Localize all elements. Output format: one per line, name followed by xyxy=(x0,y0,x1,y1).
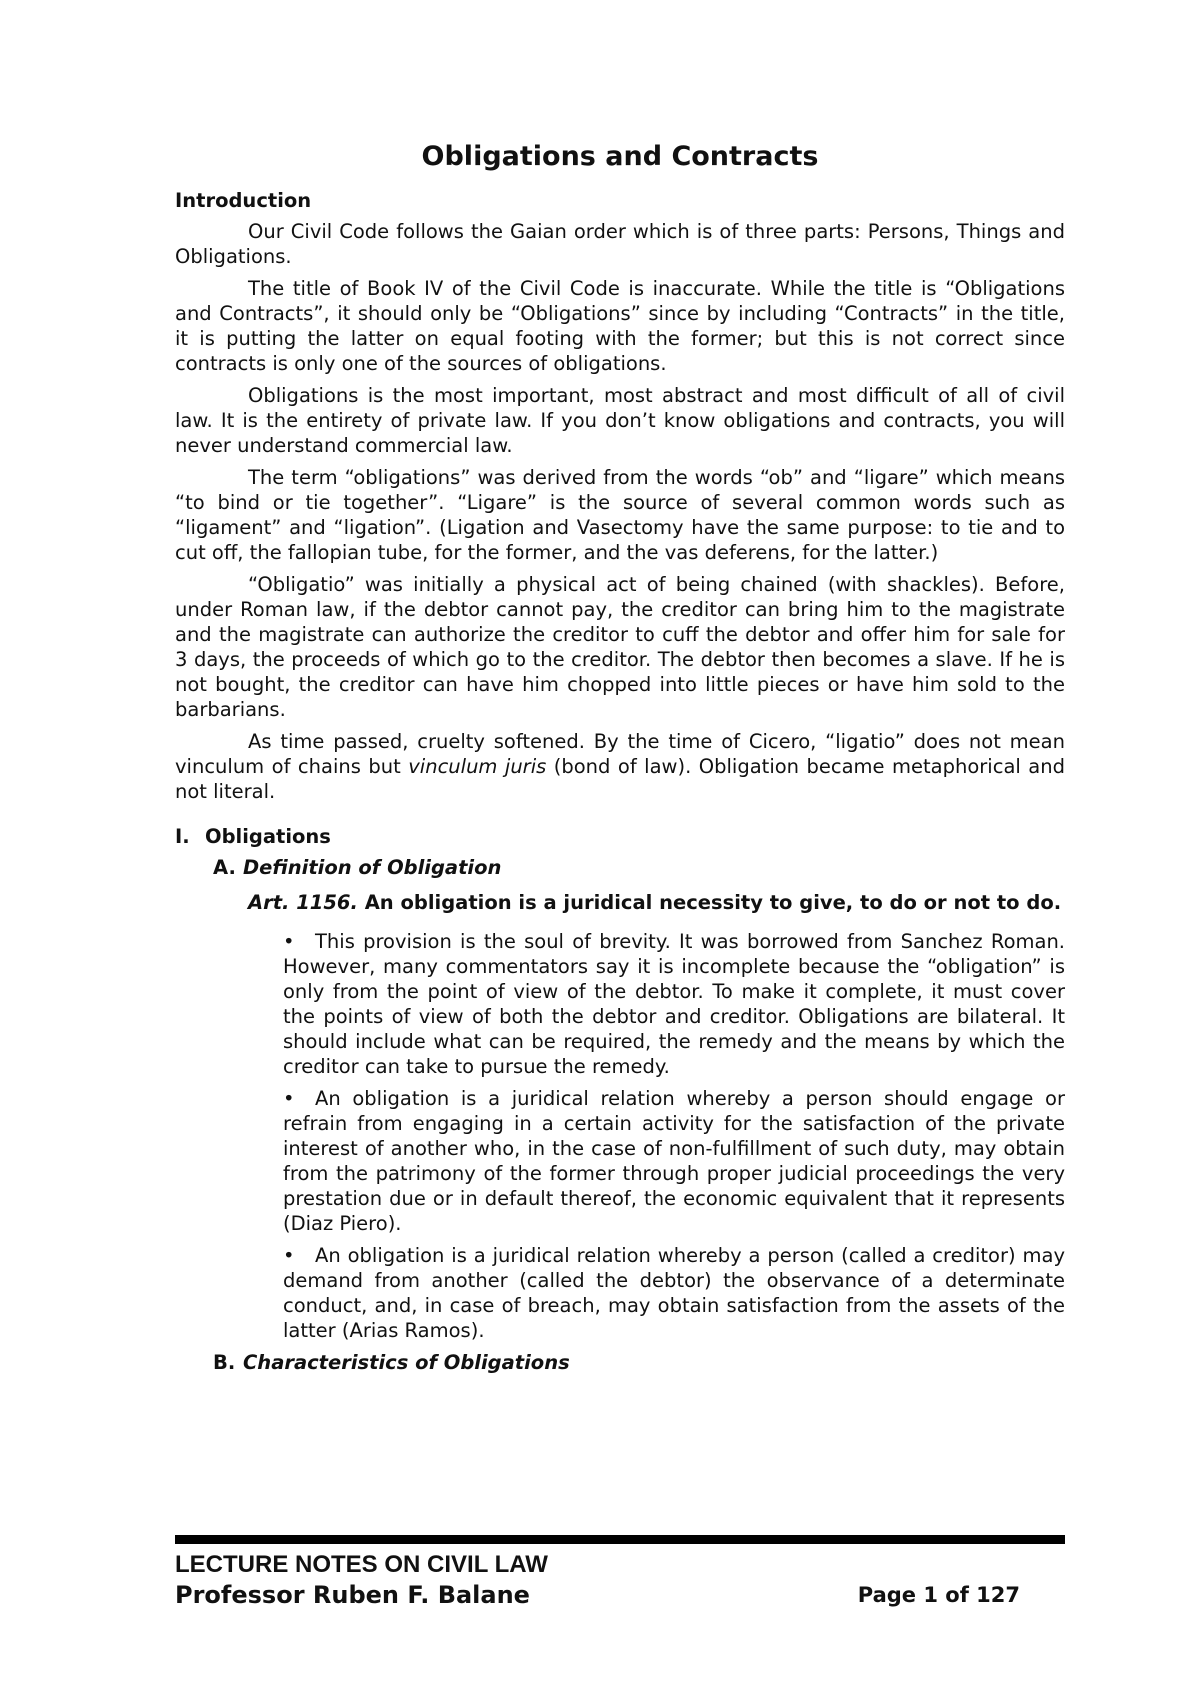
bullet-icon: • xyxy=(283,930,295,953)
intro-paragraph-6-part1: As time passed, cruelty softened. By the time of Cicero, “ligatio” does not mean vinculum of chains but xyxy=(175,730,1065,778)
footer-author: Professor Ruben F. Balane xyxy=(175,1581,530,1609)
page-number: Page 1 of 127 xyxy=(857,1583,1020,1607)
intro-paragraph-3: Obligations is the most important, most abstract and most difficult of all of civil law. It is the entirety of private law. If you don’t know obligations and contracts, you will never understand commercial law. xyxy=(175,384,1065,457)
list-item xyxy=(283,1086,1065,1236)
intro-paragraph-6-part2: (bond of law). Obligation became metaphorical and not literal. xyxy=(175,755,1065,803)
intro-paragraph-5: “Obligatio” was initially a physical act of being chained (with shackles). Before, under Roman law, if the debtor cannot pay, the creditor can bring him to the magistrate and the magistrate can authorize the creditor to cuff the debtor and offer him for sale for 3 days, the proceeds of which go to the creditor. The debtor then becomes a slave. If he is not bought, the creditor can have him chopped into little pieces or have him sold to the barbarians. xyxy=(175,573,1065,721)
bullet-text: This provision is the soul of brevity. It was borrowed from Sanchez Roman. However, many commentators say it is incomplete because the “obligation” is only from the point of view of the debtor. To make it complete, it must cover the points of view of both the debtor and creditor. Obligations are bilateral. It should include what can be required, the remedy and the means by which the creditor can take to pursue the remedy. xyxy=(283,930,1065,1078)
section-i-title: Obligations xyxy=(205,825,331,848)
section-a-title: Definition of Obligation xyxy=(243,856,502,879)
bullet-text: An obligation is a juridical relation whereby a person (called a creditor) may demand from another (called the debtor) the observance of a determinate conduct, and, in case of breach, may obtain satisfaction from the assets of the latter (Arias Ramos). xyxy=(283,1244,1065,1342)
list-item xyxy=(283,929,1065,1079)
intro-paragraph-1: Our Civil Code follows the Gaian order which is of three parts: Persons, Things and Obligations. xyxy=(175,220,1065,268)
section-b-title: Characteristics of Obligations xyxy=(243,1351,570,1374)
article-number: Art. 1156. xyxy=(248,891,358,914)
footer-rule xyxy=(175,1535,1065,1544)
article-1156 xyxy=(175,890,1065,915)
section-a-label: A. xyxy=(213,856,236,879)
intro-paragraph-6 xyxy=(175,729,1065,804)
bullet-text: An obligation is a juridical relation whereby a person should engage or refrain from engaging in a certain activity for the satisfaction of the private interest of another who, in the case of non-fulfillment of such duty, may obtain from the patrimony of the former through proper judicial proceedings the very prestation due or in default thereof, the economic equivalent that it represents (Diaz Piero). xyxy=(283,1087,1065,1235)
bullet-icon: • xyxy=(283,1244,295,1267)
document-body xyxy=(175,140,1065,1381)
list-item xyxy=(283,1243,1065,1343)
section-i-heading xyxy=(175,824,1065,849)
section-a-heading xyxy=(213,855,1065,880)
footer-title: LECTURE NOTES ON CIVIL LAW xyxy=(175,1551,548,1578)
document-title: Obligations and Contracts xyxy=(421,141,819,172)
section-i-label: I. xyxy=(175,825,190,848)
footer-row xyxy=(175,1580,1065,1610)
page-footer xyxy=(175,1535,1065,1610)
intro-paragraph-2: The title of Book IV of the Civil Code is inaccurate. While the title is “Obligations and Contracts”, it should only be “Obligations” since by including “Contracts” in the title, it is putting the latter on equal footing with the former; but this is not correct since contracts is only one of the sources of obligations. xyxy=(175,277,1065,375)
vinculum-juris-italic: vinculum juris xyxy=(408,755,547,778)
intro-heading: Introduction xyxy=(175,189,312,212)
section-b-label: B. xyxy=(213,1351,236,1374)
intro-paragraph-4: The term “obligations” was derived from the words “ob” and “ligare” which means “to bind or tie together”. “Ligare” is the source of several common words such as “ligament” and “ligation”. (Ligation and Vasectomy have the same purpose: to tie and to cut off, the fallopian tube, for the former, and the vas deferens, for the latter.) xyxy=(175,466,1065,564)
bullet-icon: • xyxy=(283,1087,295,1110)
definition-bullet-list xyxy=(283,929,1065,1343)
article-text: An obligation is a juridical necessity to give, to do or not to do. xyxy=(357,891,1062,914)
section-b-heading xyxy=(213,1350,1065,1375)
